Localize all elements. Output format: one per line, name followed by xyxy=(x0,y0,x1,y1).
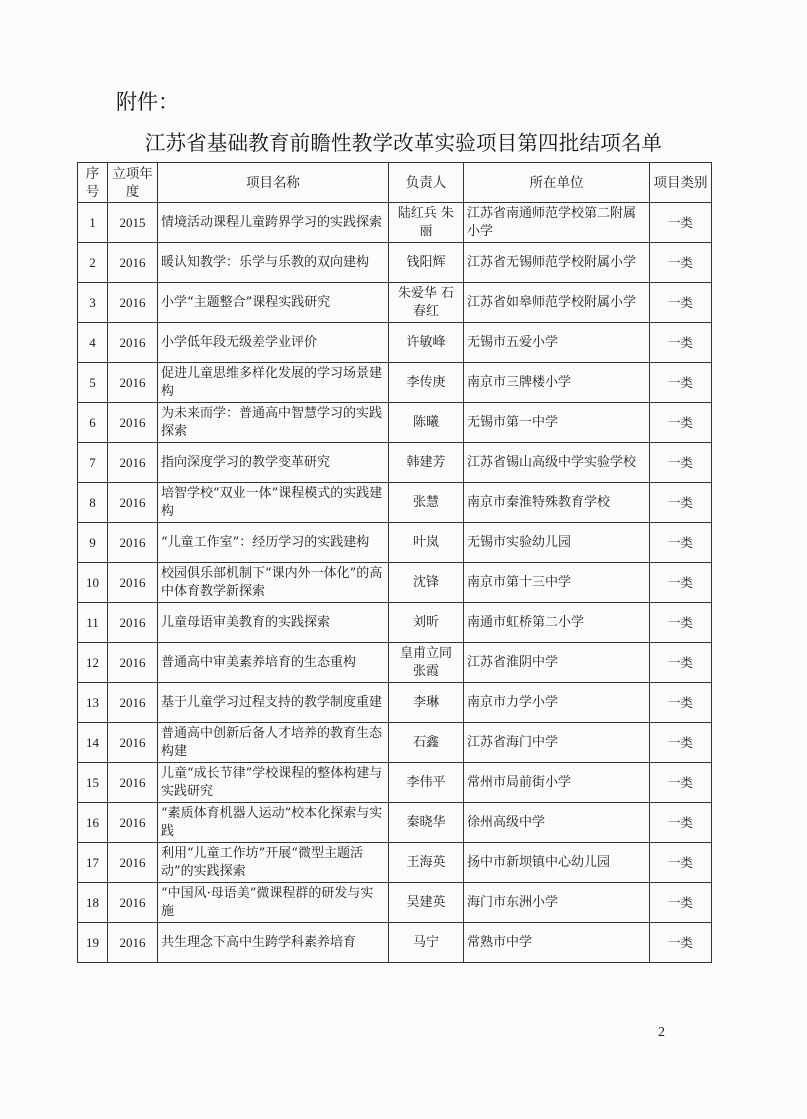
cell-unit: 南京市第十三中学 xyxy=(464,563,650,603)
table-row xyxy=(78,883,712,923)
cell-num: 16 xyxy=(78,803,108,843)
cell-type: 一类 xyxy=(650,483,712,523)
cell-year: 2016 xyxy=(108,763,158,803)
cell-year: 2016 xyxy=(108,483,158,523)
cell-name: 利用“儿童工作坊”开展“微型主题活动”的实践探索 xyxy=(158,843,389,883)
cell-num: 14 xyxy=(78,723,108,763)
cell-year: 2016 xyxy=(108,843,158,883)
cell-year: 2016 xyxy=(108,683,158,723)
cell-year: 2015 xyxy=(108,203,158,243)
cell-type: 一类 xyxy=(650,843,712,883)
cell-name: 暖认知教学：乐学与乐教的双向建构 xyxy=(158,243,389,283)
cell-leader: 李伟平 xyxy=(389,763,464,803)
table-row xyxy=(78,483,712,523)
cell-leader: 李琳 xyxy=(389,683,464,723)
header-name: 项目名称 xyxy=(158,163,389,203)
table-row xyxy=(78,923,712,963)
cell-year: 2016 xyxy=(108,403,158,443)
cell-leader: 马宁 xyxy=(389,923,464,963)
cell-type: 一类 xyxy=(650,443,712,483)
cell-unit: 南京市力学小学 xyxy=(464,683,650,723)
table-row xyxy=(78,803,712,843)
cell-type: 一类 xyxy=(650,403,712,443)
table-header-row xyxy=(78,163,712,203)
cell-year: 2016 xyxy=(108,243,158,283)
cell-name: 培智学校“双业一体”课程模式的实践建构 xyxy=(158,483,389,523)
cell-name: 小学低年段无级差学业评价 xyxy=(158,323,389,363)
table-row xyxy=(78,763,712,803)
cell-unit: 江苏省南通师范学校第二附属小学 xyxy=(464,203,650,243)
cell-num: 2 xyxy=(78,243,108,283)
header-type: 项目类别 xyxy=(650,163,712,203)
cell-num: 12 xyxy=(78,643,108,683)
cell-year: 2016 xyxy=(108,803,158,843)
table-row xyxy=(78,523,712,563)
cell-num: 18 xyxy=(78,883,108,923)
header-num: 序号 xyxy=(78,163,108,203)
cell-year: 2016 xyxy=(108,643,158,683)
cell-unit: 江苏省淮阴中学 xyxy=(464,643,650,683)
cell-num: 4 xyxy=(78,323,108,363)
cell-num: 5 xyxy=(78,363,108,403)
cell-num: 19 xyxy=(78,923,108,963)
cell-leader: 韩建芳 xyxy=(389,443,464,483)
cell-year: 2016 xyxy=(108,723,158,763)
cell-leader: 陆红兵 朱丽 xyxy=(389,203,464,243)
cell-name: 儿童母语审美教育的实践探索 xyxy=(158,603,389,643)
cell-unit: 徐州高级中学 xyxy=(464,803,650,843)
cell-leader: 秦晓华 xyxy=(389,803,464,843)
cell-type: 一类 xyxy=(650,243,712,283)
cell-leader: 吴建英 xyxy=(389,883,464,923)
cell-name: 小学“主题整合”课程实践研究 xyxy=(158,283,389,323)
cell-unit: 南京市秦淮特殊教育学校 xyxy=(464,483,650,523)
header-unit: 所在单位 xyxy=(464,163,650,203)
cell-unit: 江苏省锡山高级中学实验学校 xyxy=(464,443,650,483)
cell-unit: 江苏省如皋师范学校附属小学 xyxy=(464,283,650,323)
cell-num: 1 xyxy=(78,203,108,243)
cell-type: 一类 xyxy=(650,803,712,843)
cell-leader: 朱爱华 石春红 xyxy=(389,283,464,323)
cell-leader: 皇甫立同 张霞 xyxy=(389,643,464,683)
cell-year: 2016 xyxy=(108,923,158,963)
cell-unit: 无锡市实验幼儿园 xyxy=(464,523,650,563)
cell-name: “儿童工作室”：经历学习的实践建构 xyxy=(158,523,389,563)
project-list-table xyxy=(77,162,712,963)
table-row xyxy=(78,643,712,683)
attachment-label: 附件： xyxy=(116,90,179,114)
cell-type: 一类 xyxy=(650,203,712,243)
cell-unit: 南通市虹桥第二小学 xyxy=(464,603,650,643)
cell-unit: 南京市三牌楼小学 xyxy=(464,363,650,403)
cell-name: 普通高中审美素养培育的生态重构 xyxy=(158,643,389,683)
cell-leader: 李传庚 xyxy=(389,363,464,403)
cell-type: 一类 xyxy=(650,283,712,323)
cell-num: 7 xyxy=(78,443,108,483)
cell-name: 基于儿童学习过程支持的教学制度重建 xyxy=(158,683,389,723)
cell-year: 2016 xyxy=(108,563,158,603)
table-row xyxy=(78,243,712,283)
cell-num: 9 xyxy=(78,523,108,563)
cell-type: 一类 xyxy=(650,563,712,603)
table-row xyxy=(78,363,712,403)
cell-num: 13 xyxy=(78,683,108,723)
cell-leader: 刘昕 xyxy=(389,603,464,643)
cell-year: 2016 xyxy=(108,603,158,643)
cell-name: 情境活动课程儿童跨界学习的实践探索 xyxy=(158,203,389,243)
cell-year: 2016 xyxy=(108,443,158,483)
cell-name: “中国风·母语美”微课程群的研发与实施 xyxy=(158,883,389,923)
cell-num: 11 xyxy=(78,603,108,643)
table-row xyxy=(78,203,712,243)
header-year: 立项年度 xyxy=(108,163,158,203)
cell-num: 15 xyxy=(78,763,108,803)
cell-name: 为未来而学：普通高中智慧学习的实践探索 xyxy=(158,403,389,443)
cell-type: 一类 xyxy=(650,643,712,683)
cell-type: 一类 xyxy=(650,763,712,803)
cell-name: 促进儿童思维多样化发展的学习场景建构 xyxy=(158,363,389,403)
cell-type: 一类 xyxy=(650,923,712,963)
cell-leader: 钱阳辉 xyxy=(389,243,464,283)
cell-type: 一类 xyxy=(650,603,712,643)
cell-year: 2016 xyxy=(108,363,158,403)
cell-unit: 海门市东洲小学 xyxy=(464,883,650,923)
cell-unit: 无锡市五爱小学 xyxy=(464,323,650,363)
cell-year: 2016 xyxy=(108,523,158,563)
document-title: 江苏省基础教育前瞻性教学改革实验项目第四批结项名单 xyxy=(144,131,663,155)
table-row xyxy=(78,563,712,603)
cell-num: 17 xyxy=(78,843,108,883)
cell-num: 6 xyxy=(78,403,108,443)
cell-unit: 无锡市第一中学 xyxy=(464,403,650,443)
cell-unit: 江苏省海门中学 xyxy=(464,723,650,763)
cell-type: 一类 xyxy=(650,883,712,923)
cell-year: 2016 xyxy=(108,283,158,323)
header-leader: 负责人 xyxy=(389,163,464,203)
cell-unit: 常州市局前街小学 xyxy=(464,763,650,803)
table-row xyxy=(78,683,712,723)
table-row xyxy=(78,403,712,443)
cell-num: 8 xyxy=(78,483,108,523)
table-row xyxy=(78,323,712,363)
table-row xyxy=(78,283,712,323)
cell-leader: 陈曦 xyxy=(389,403,464,443)
cell-type: 一类 xyxy=(650,683,712,723)
cell-num: 10 xyxy=(78,563,108,603)
cell-num: 3 xyxy=(78,283,108,323)
cell-leader: 沈锋 xyxy=(389,563,464,603)
cell-year: 2016 xyxy=(108,883,158,923)
table-row xyxy=(78,843,712,883)
cell-year: 2016 xyxy=(108,323,158,363)
cell-leader: 王海英 xyxy=(389,843,464,883)
cell-leader: 许敏峰 xyxy=(389,323,464,363)
cell-type: 一类 xyxy=(650,723,712,763)
cell-type: 一类 xyxy=(650,363,712,403)
cell-type: 一类 xyxy=(650,323,712,363)
cell-name: 普通高中创新后备人才培养的教育生态构建 xyxy=(158,723,389,763)
cell-type: 一类 xyxy=(650,523,712,563)
cell-unit: 常熟市中学 xyxy=(464,923,650,963)
cell-leader: 叶岚 xyxy=(389,523,464,563)
cell-unit: 扬中市新坝镇中心幼儿园 xyxy=(464,843,650,883)
cell-unit: 江苏省无锡师范学校附属小学 xyxy=(464,243,650,283)
page-number: 2 xyxy=(658,1025,665,1040)
cell-name: “素质体育机器人运动”校本化探索与实践 xyxy=(158,803,389,843)
cell-leader: 张慧 xyxy=(389,483,464,523)
table-row xyxy=(78,723,712,763)
cell-name: 儿童“成长节律”学校课程的整体构建与实践研究 xyxy=(158,763,389,803)
table-row xyxy=(78,443,712,483)
cell-leader: 石鑫 xyxy=(389,723,464,763)
cell-name: 指向深度学习的教学变革研究 xyxy=(158,443,389,483)
cell-name: 共生理念下高中生跨学科素养培育 xyxy=(158,923,389,963)
cell-name: 校园俱乐部机制下“课内外一体化”的高中体育教学新探索 xyxy=(158,563,389,603)
table-row xyxy=(78,603,712,643)
